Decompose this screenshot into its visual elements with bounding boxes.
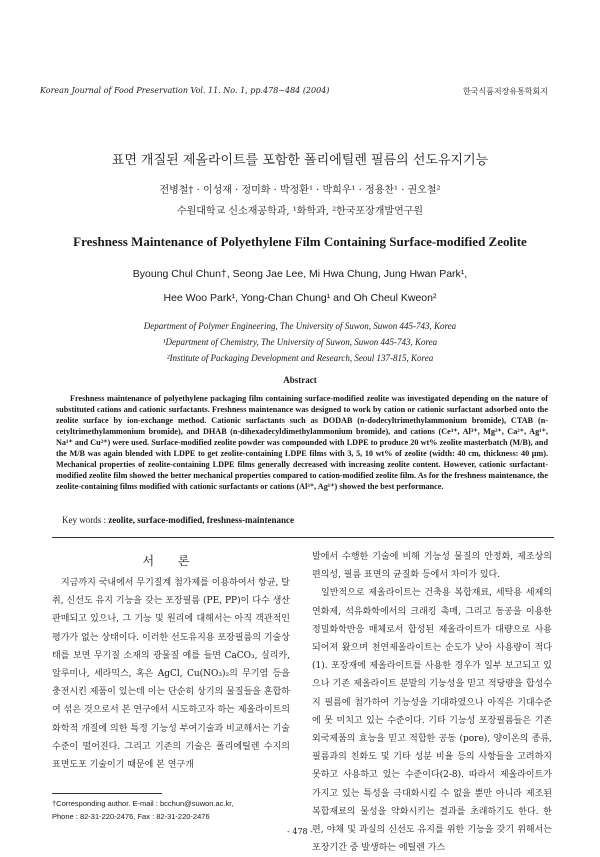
right-paragraph-1: 발에서 수행한 기술에 비해 기능성 물질의 안정화, 제조상의 편의성, 필름 표면의 균질화 등에서 차이가 있다. [312, 552, 552, 581]
authors-english [0, 262, 600, 310]
title-korean: 표면 개질된 제올라이트를 포함한 폴리에틸렌 필름의 선도유지기능 [111, 153, 489, 168]
footnote-phone: Phone : 82-31-220-2476, Fax : 82-31-220-2476 [52, 812, 210, 821]
footnote-email: †Corresponding author. E-mail : bcchun@suwon.ac.kr, [52, 799, 234, 808]
affiliations-english [0, 318, 600, 366]
left-paragraph-1: 지금까지 국내에서 무기질계 첨가제를 이용하여서 항균, 탈취, 신선도 유지 기능을 갖는 포장필름 (PE, PP)이 다수 생산 판매되고 있으나, 그 기능 및 원리에 대해서는 아직 객관적인 평가가 없는 상태이다. 이러한 선도유지용 포장필름의 기술상태를 보면 무기질 소재의 광물질 예를 들면 CaCO₃, 실리카, 알루미나, 세라믹스, 혹은 AgCl, Cu(NO₃)₂의 무기염 등을 충전시킨 제품이 있는데 이는 단순히 상기의 물질들을 혼합하여 섞은 것으로서 본 연구에서 시도하고자 하는 제올라이트의 화학적 개질에 의한 특정 기능성 부여기술과 비교해서는 기술수준이 떨어진다. 그리고 기존의 기술은 폴리에틸렌 수지의 표면도포 기술이기 때문에 본 연구개 [52, 578, 290, 771]
body-right-column [312, 548, 552, 857]
abstract-text: Freshness maintenance of polyethylene packaging film containing surface-modified zeolite was investigated depending on the nature of substituted cations and cationic surfactants. Freshness maintenance was designed to work by cation or cationic surfactant adsorbed onto the zeolite surface by ion-exchange method. Cationic surfactants such as DODAB (n-dodecyltrimethylammonium bromide), CTAB (n-cetyltrimethylammonium bromide), and DHAB (n-dihexadecyldimethylammonium bromide), and cations (Ce³⁺, Al³⁺, Mg²⁺, Ca²⁺, Ag¹⁺, Na¹⁺ and Cu²⁺) were used. Surface-modified zeolite powder was compounded with LDPE to produce 20 wt% zeolite masterbatch (M/B), and the M/B was again blended with LDPE to get zeolite-containing LDPE films with 3, 5, 10 wt% of zeolite (width: 40 cm, thickness: 40 μm). Mechanical properties of zeolite-containing LDPE films generally decreased with increasing zeolite content. However, cationic surfactant-modified zeolite film showed the better mechanical properties compared to cation-modified zeolite film. As for the freshness maintenance, the zeolite-containing films modified with cationic surfactants or cations (Al³⁺, Ag¹⁺) showed the best performance. [56, 394, 548, 491]
abstract-heading: Abstract [283, 375, 317, 385]
affiliation-english-3: ²Institute of Packaging Development and Research, Seoul 137-815, Korea [166, 353, 434, 363]
affiliation-english-1: Department of Polymer Engineering, The University of Suwon, Suwon 445-743, Korea [143, 321, 457, 331]
affiliation-english-2: ¹Department of Chemistry, The University of Suwon, Suwon 445-743, Korea [162, 337, 438, 347]
journal-header: Korean Journal of Food Preservation Vol. 11. No. 1, pp.478∼484 (2004) [40, 86, 330, 95]
right-paragraph-2: 일반적으로 제올라이트는 건축용 복합재료, 세탁용 세제의 연화제, 석유화학에서의 크래킹 촉매, 그리고 동공을 이용한 정밀화학반응 매체로서 합성된 제올라이트가 대량으로 사용되어져 왔으며 천연제올라이트는 순도가 낮아 사용량이 적다(1). 포장재에 제올라이트를 사용한 경우가 일부 보고되고 있으나 기존 제올라이트 분말의 기능성을 믿고 적당량을 합성수지 필름에 첨가하여 기능성을 기대하였으나 아직은 기대수준에 못 미치고 있는 수준이다. 기타 기능성 포장필름들은 기존 외국제품의 효능을 믿고 적합한 공동 (pore), 양이온의 종류, 필름과의 친화도 및 기타 성분 비율 등의 사항들을 고려하지 못하고 사용하고 있는 수준이다(2-8). 따라서 제올라이트가 가지고 있는 특성을 극대화시킬 수 없을 뿐만 아니라 제조된 복합재료의 물성을 약화시키는 결과를 초래하기도 한다. 한편, 야채 및 과실의 신선도 유지를 위한 기능을 갖기 위해서는 포장기간 중 발생하는 에틸렌 가스 [312, 588, 552, 854]
keywords-terms: zeolite, surface-modified, freshness-maintenance [108, 515, 295, 525]
society-header: 한국식품저장유통학회지 [462, 87, 548, 96]
section-divider [52, 537, 554, 538]
authors-english-line2: Hee Woo Park¹, Yong-Chan Chung¹ and Oh Cheul Kweon² [163, 292, 437, 304]
page-number: - 478 - [287, 827, 313, 836]
authors-english-line1: Byoung Chul Chun†, Seong Jae Lee, Mi Hwa Chung, Jung Hwan Park¹, [132, 268, 468, 280]
title-english: Freshness Maintenance of Polyethylene Film Containing Surface-modified Zeolite [73, 234, 527, 249]
keywords-label: Key words : [62, 515, 106, 525]
authors-korean: 전병철† · 이성재 · 정미화 · 박정환¹ · 박희우¹ · 정용찬¹ · 권오철² [159, 185, 441, 196]
keywords [62, 515, 294, 525]
footnote-divider [52, 793, 162, 794]
footnote [52, 797, 302, 823]
section-heading-introduction: 서 론 [142, 554, 200, 568]
affiliation-korean: 수원대학교 신소재공학과, ¹화학과, ²한국포장개발연구원 [176, 206, 424, 217]
body-left-column [52, 574, 290, 774]
